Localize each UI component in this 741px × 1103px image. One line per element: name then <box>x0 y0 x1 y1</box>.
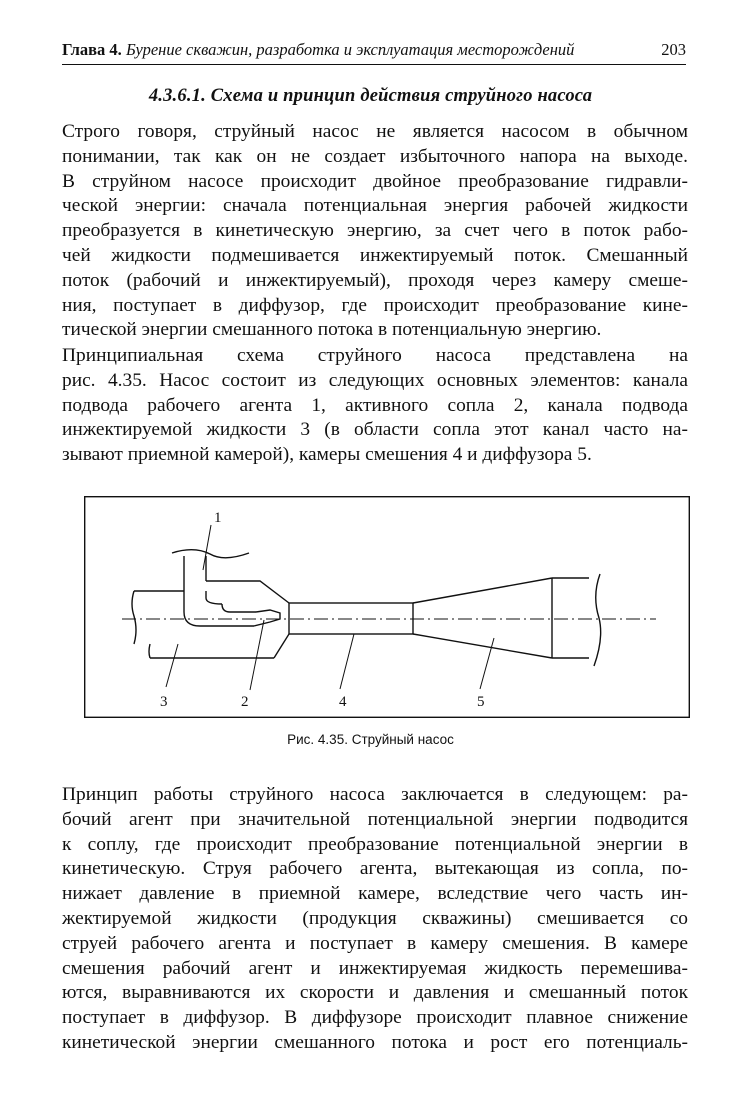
text-line: струей рабочего агента и поступает в камеру смешения. В камере <box>62 932 688 954</box>
running-head <box>62 38 686 65</box>
text-line: чей жидкости подмешивается инжектируемый поток. Смешанный <box>62 244 688 266</box>
jet-pump-diagram <box>84 496 690 718</box>
converging-lower-wall <box>274 634 289 658</box>
working-channel-bend-outer <box>184 591 254 626</box>
chapter-label: Глава 4. <box>62 40 122 59</box>
text-line: Строго говоря, струйный насос не является насосом в обычном <box>62 121 688 142</box>
text-line: Принципиальная схема струйного насоса представлена на <box>62 345 688 366</box>
text-line: зывают приемной камерой), камеры смешения 4 и диффузора 5. <box>62 444 592 466</box>
inlet-break-left <box>132 591 136 644</box>
text-line: подвода рабочего агента 1, активного сопла 2, канала подвода <box>62 394 688 416</box>
text-line: нижает давление в приемной камере, вследствие чего часть ин- <box>62 883 688 905</box>
label-1: 1 <box>214 510 222 526</box>
outlet-break <box>594 574 601 666</box>
text-line: поступает в диффузор. В диффузоре происходит плавное снижение <box>62 1007 688 1029</box>
paragraph-intro <box>62 120 688 343</box>
leader-line-3 <box>166 644 178 687</box>
text-line: ния, поступает в диффузор, где происходит преобразование кине- <box>62 294 688 316</box>
text-line: ческой энергии: сначала потенциальная энергия рабочей жидкости <box>62 195 688 217</box>
diffuser-upper-wall <box>413 578 552 603</box>
page-number: 203 <box>661 40 686 59</box>
chapter-heading <box>62 40 574 60</box>
label-3: 3 <box>160 694 168 710</box>
converging-upper-wall <box>206 581 289 603</box>
text-line: тической энергии смешанного потока в потенциальную энергию. <box>62 319 602 341</box>
text-line: инжектируемой жидкости 3 (в области сопла этот канал часто на- <box>62 419 688 441</box>
diffuser-lower-wall <box>413 634 552 658</box>
section-title: 4.3.6.1. Схема и принцип действия струйного насоса <box>148 86 593 106</box>
leader-line-4 <box>340 634 354 689</box>
text-line: рис. 4.35. Насос состоит из следующих основных элементов: канала <box>62 369 688 391</box>
text-line: кинетическую. Струя рабочего агента, вытекающая из сопла, по- <box>62 858 688 880</box>
paragraph-principle <box>62 783 688 1056</box>
working-channel-elbow <box>206 591 222 604</box>
working-channel-bend-inner <box>222 604 256 612</box>
text-line: преобразуется в кинетическую энергию, за счет чего в поток рабо- <box>62 220 688 242</box>
text-line: понимании, так как он не создает избыточного напора на выходе. <box>62 145 688 167</box>
chapter-title: Бурение скважин, разработка и эксплуатация месторождений <box>125 40 575 59</box>
inlet-lower-break <box>149 644 150 658</box>
figure-frame <box>85 497 690 718</box>
text-line: жектируемой жидкости (продукция скважины) смешивается со <box>62 907 688 929</box>
text-line: смешения рабочий агент и инжектируемая жидкость перемешива- <box>62 957 688 979</box>
figure-caption: Рис. 4.35. Струйный насос <box>287 732 454 747</box>
leader-line-2 <box>250 620 264 690</box>
text-line: поток (рабочий и инжектируемый), проходя через камеру смеше- <box>62 269 688 291</box>
jet-pump-figure <box>84 496 690 718</box>
text-line: бочий агент при значительной потенциальной энергии подводится <box>62 808 688 830</box>
label-5: 5 <box>477 694 485 710</box>
text-line: В струйном насосе происходит двойное преобразование гидравли- <box>62 170 688 192</box>
label-2: 2 <box>241 694 249 710</box>
text-line: к соплу, где происходит преобразование потенциальной энергии в <box>62 833 688 855</box>
nozzle-outline <box>254 610 280 626</box>
leader-line-1 <box>203 525 211 570</box>
text-line: Принцип работы струйного насоса заключается в следующем: ра- <box>62 784 688 805</box>
text-line: кинетической энергии смешанного потока и рост его потенциаль- <box>62 1031 688 1053</box>
label-4: 4 <box>339 694 347 710</box>
paragraph-schema <box>62 344 688 468</box>
text-line: ются, выравниваются их скорости и давления и смешанный поток <box>62 982 688 1004</box>
